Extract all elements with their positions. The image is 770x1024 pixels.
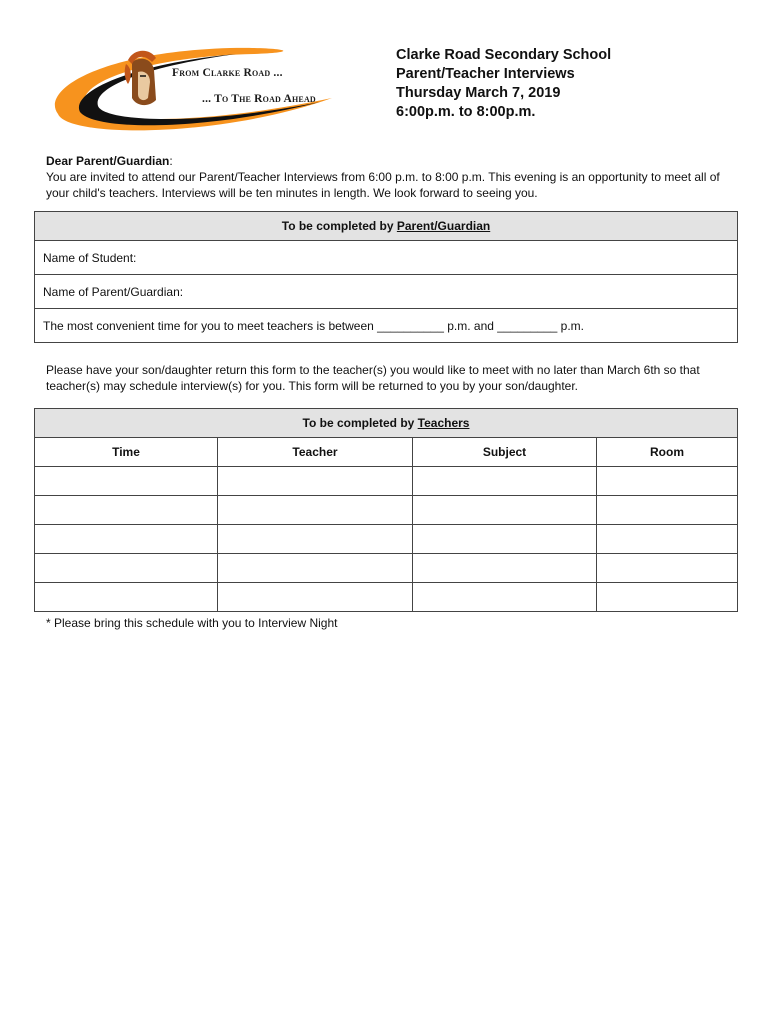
student-name-field[interactable]: Name of Student: xyxy=(35,241,738,275)
subject-cell[interactable] xyxy=(413,496,597,525)
room-cell[interactable] xyxy=(597,467,738,496)
subject-cell[interactable] xyxy=(413,583,597,612)
column-header-room: Room xyxy=(597,438,738,467)
salutation-colon: : xyxy=(169,154,173,168)
subject-cell[interactable] xyxy=(413,525,597,554)
column-header-teacher: Teacher xyxy=(218,438,413,467)
subject-cell[interactable] xyxy=(413,467,597,496)
teacher-section-title-prefix: To be completed by xyxy=(302,416,418,430)
teacher-cell[interactable] xyxy=(218,554,413,583)
header-block xyxy=(396,46,611,122)
event-time: 6:00p.m. to 8:00p.m. xyxy=(396,104,536,120)
room-cell[interactable] xyxy=(597,554,738,583)
parent-section-header xyxy=(35,212,738,241)
teacher-cell[interactable] xyxy=(218,496,413,525)
table-row xyxy=(35,467,738,496)
teacher-cell[interactable] xyxy=(218,525,413,554)
salutation: Dear Parent/Guardian xyxy=(46,154,170,168)
table-row xyxy=(35,583,738,612)
table-row xyxy=(35,554,738,583)
parent-guardian-form xyxy=(34,211,738,343)
time-cell[interactable] xyxy=(35,525,218,554)
time-cell[interactable] xyxy=(35,554,218,583)
table-header-row xyxy=(35,438,738,467)
school-name: Clarke Road Secondary School xyxy=(396,47,612,63)
trojan-helmet-icon xyxy=(125,51,156,105)
parent-name-field[interactable]: Name of Parent/Guardian: xyxy=(35,275,738,309)
event-date: Thursday March 7, 2019 xyxy=(396,85,561,101)
teacher-section-title-underlined: Teachers xyxy=(417,416,470,430)
teacher-cell[interactable] xyxy=(218,583,413,612)
time-cell[interactable] xyxy=(35,467,218,496)
logo-tagline-line1: From Clarke Road ... xyxy=(172,67,283,79)
room-cell[interactable] xyxy=(597,496,738,525)
event-title: Parent/Teacher Interviews xyxy=(396,66,575,82)
parent-section-title-underlined: Parent/Guardian xyxy=(396,219,491,233)
subject-cell[interactable] xyxy=(413,554,597,583)
table-row xyxy=(35,496,738,525)
teacher-schedule-table xyxy=(34,408,738,612)
parent-section-title-prefix: To be completed by xyxy=(281,219,397,233)
column-header-subject: Subject xyxy=(413,438,597,467)
room-cell[interactable] xyxy=(597,525,738,554)
logo-tagline-line2: ... To The Road Ahead xyxy=(202,93,316,105)
intro-paragraph xyxy=(46,153,726,201)
room-cell[interactable] xyxy=(597,583,738,612)
return-instruction: Please have your son/daughter return this form to the teacher(s) you would like to meet with no later than March 6th so that teacher(s) may schedule interview(s) for you. This form will be returned to you by your son/daughter. xyxy=(46,363,700,393)
footnote: * Please bring this schedule with you to Interview Night xyxy=(46,616,338,630)
school-logo xyxy=(40,42,336,142)
time-cell[interactable] xyxy=(35,583,218,612)
teacher-cell[interactable] xyxy=(218,467,413,496)
table-row xyxy=(35,525,738,554)
time-cell[interactable] xyxy=(35,496,218,525)
column-header-time: Time xyxy=(35,438,218,467)
preferred-time-field[interactable]: The most convenient time for you to meet teachers is between __________ p.m. and _________ p.m. xyxy=(35,309,738,343)
teacher-section-header xyxy=(35,409,738,438)
swoosh-logo-graphic xyxy=(40,42,336,142)
intro-body: You are invited to attend our Parent/Teacher Interviews from 6:00 p.m. to 8:00 p.m. This evening is an opportunity to meet all of your child's teachers. Interviews will be ten minutes in length. We look forward to seeing you. xyxy=(46,170,720,200)
